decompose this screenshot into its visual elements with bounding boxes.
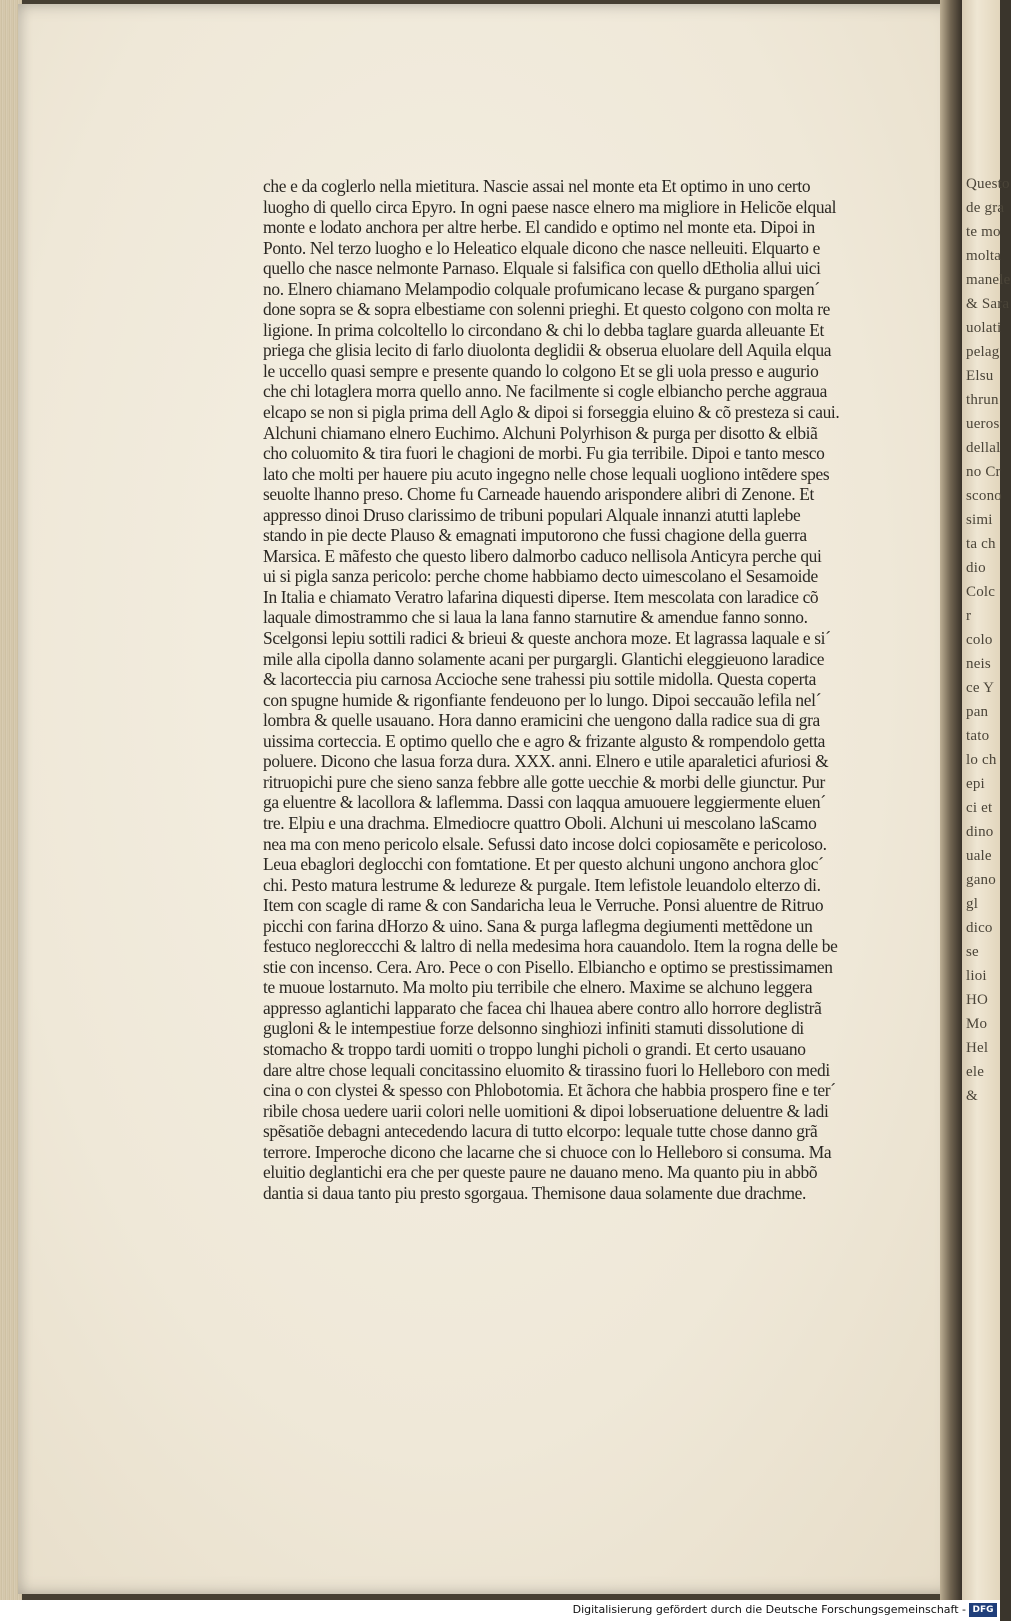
text-line: appresso dinoi Druso clarissimo de tribuni populari Alquale innanzi atutti laplebe xyxy=(263,504,801,525)
text-block xyxy=(263,176,843,1203)
text-line: picchi con farina dHorzo & uino. Sana & purga laflegma degiumenti mettẽdone un xyxy=(263,915,813,936)
text-line: laquale dimostrammo che si laua la lana fanno starnutire & amendue fanno sonno. xyxy=(263,607,808,628)
next-page-fragment: pan xyxy=(966,704,989,720)
next-page-fragment: Elsu xyxy=(966,368,994,384)
text-line: ga eluentre & lacollora & laflemma. Dassi con laqqua amuouere leggiermente eluen´ xyxy=(263,792,826,813)
text-line: ui si pigla sanza pericolo: perche chome habbiamo decto uimescolano el Sesamoide xyxy=(263,566,818,587)
text-line: Leua ebaglori deglocchi con fomtatione. Et per questo alchuni ungono anchora gloc´ xyxy=(263,854,824,875)
next-page-fragment: te mo xyxy=(966,224,1001,240)
next-page-fragment: Colc xyxy=(966,584,996,600)
next-page-fragment: Questo xyxy=(966,176,1010,192)
text-line: done sopra se & sopra elbestiame con solenni prieghi. Et questo colgono con molta re xyxy=(263,299,831,320)
text-line: Item con scagle di rame & con Sandaricha leua le Verruche. Ponsi aluentre de Ritruo xyxy=(263,895,824,916)
text-line: Alchuni chiamano elnero Euchimo. Alchuni Polyrhison & purga per disotto & elbiã xyxy=(263,422,818,443)
text-line: Ponto. Nel terzo luogho e lo Heleatico elquale dicono che nasce nelleuiti. Elquarto e xyxy=(263,237,820,258)
text-line: terrore. Imperoche dicono che lacarne che si chuoce con lo Helleboro si consuma. Ma xyxy=(263,1141,832,1162)
text-line: In Italia e chiamato Veratro lafarina diquesti diperse. Item mescolata con laradice cõ xyxy=(263,586,819,607)
next-page-fragment: colo xyxy=(966,632,993,648)
text-line: dantia si daua tanto piu presto sgorgaua. Themisone daua solamente due drachme. xyxy=(263,1182,807,1203)
next-page-fragment: gano xyxy=(966,872,996,888)
next-page-fragment: ele xyxy=(966,1064,985,1080)
text-line: eluitio deglantichi era che per queste paure ne dauano meno. Ma quanto piu in abbõ xyxy=(263,1162,818,1183)
next-page-edge xyxy=(962,0,1011,1600)
text-line: tre. Elpiu e una drachma. Elmediocre quattro Oboli. Alchuni ui mescolano laScamo xyxy=(263,812,817,833)
next-page-fragment: & xyxy=(966,1088,978,1104)
text-line: & lacorteccia piu carnosa Accioche sene trahessi piu sottile midolla. Questa coperta xyxy=(263,669,816,690)
text-line: festuco negloreccchi & laltro di nella medesima hora cauandolo. Item la rogna delle be xyxy=(263,936,838,957)
dfg-logo: DFG xyxy=(969,1603,997,1617)
text-line: seuolte lhanno preso. Chome fu Carneade hauendo arispondere alibri di Zenone. Et xyxy=(263,484,815,505)
text-line: uissima corteccia. E optimo quello che e agro & frizante algusto & rompendolo getta xyxy=(263,730,826,751)
gutter xyxy=(940,0,964,1600)
text-line: elcapo se non si pigla prima dell Aglo & dipoi si forseggia eluino & cõ presteza si caui. xyxy=(263,402,840,423)
next-page-fragment: & Sara xyxy=(966,296,1010,312)
text-line: ligione. In prima colcoltello lo circondano & chi lo debba taglare guarda alleuante Et xyxy=(263,319,824,340)
text-line: che chi lotaglera morra quello anno. Ne facilmente si cogle elbiancho perche aggraua xyxy=(263,381,828,402)
text-line: stomacho & troppo tardi uomiti o troppo lunghi picholi o grandi. Et certo usauano xyxy=(263,1038,806,1059)
next-page-fragment: epi xyxy=(966,776,985,792)
next-page-fragment: se xyxy=(966,944,979,960)
next-page-fragment: ce Y xyxy=(966,680,995,696)
text-line: Scelgonsi lepiu sottili radici & brieui & queste anchora moze. Et lagrassa laquale e si´ xyxy=(263,628,831,649)
text-line: con spugne humide & rigonfiante fendeuono per lo lungo. Dipoi seccauão lefila nel´ xyxy=(263,689,822,710)
next-page-fragment: ci et xyxy=(966,800,993,816)
text-line: lato che molti per hauere piu acuto ingegno nelle chose lequali uogliono intẽdere spes xyxy=(263,463,830,484)
text-line: no. Elnero chiamano Melampodio colquale profumicano lecase & purgano spargen´ xyxy=(263,278,820,299)
text-line: priega che glisia lecito di farlo diuolonta deglidii & obserua eluolare dell Aquila elqua xyxy=(263,340,832,361)
text-line: ritruopichi pure che sieno sanza febbre alle gotte uecchie & morbi delle giunctur. Pur xyxy=(263,771,825,792)
next-page-fragment: gl xyxy=(966,896,979,912)
text-line: spẽsatiõe debagni antecedendo lacura di tutto elcorpo: lequale tutte chose danno grã xyxy=(263,1121,818,1142)
next-page-fragment: de gra xyxy=(966,200,1005,216)
next-page-fragment: Hel xyxy=(966,1040,989,1056)
text-line: che e da coglerlo nella mietitura. Nascie assai nel monte eta Et optimo in uno certo xyxy=(263,176,811,196)
text-line: te muoue lostarnuto. Ma molto piu terribile che elnero. Maxime se alchuno leggera xyxy=(263,977,813,998)
text-line: cho coluomito & tira fuori le chagioni de morbi. Fu gia terribile. Dipoi e tanto mesco xyxy=(263,443,825,464)
next-page-fragment: molta xyxy=(966,248,1002,264)
text-line: mile alla cipolla danno solamente acani per purgargli. Glantichi eleggieuono laradice xyxy=(263,648,825,669)
next-page-fragment: lioi xyxy=(966,968,987,984)
next-page-fragment: ta ch xyxy=(966,536,996,552)
footer-credit: Digitalisierung gefördert durch die Deutsche Forschungsgemeinschaft - xyxy=(572,1603,966,1616)
next-page-fragment: dellal xyxy=(966,440,1001,456)
next-page-fragment: neis xyxy=(966,656,991,672)
text-line: monte e lodato anchora per altre herbe. El candido e optimo nel monte eta. Dipoi in xyxy=(263,217,815,238)
next-page-fragment: uale xyxy=(966,848,992,864)
text-line: gugloni & le intempestiue forze delsonno singhiozi infiniti stamuti dissolutione di xyxy=(263,1018,804,1039)
next-page-fragment: HO xyxy=(966,992,989,1008)
next-page-fragment: simi xyxy=(966,512,993,528)
text-line: stie con incenso. Cera. Aro. Pece o con Pisello. Elbiancho e optimo se prestissimamen xyxy=(263,956,833,977)
text-line: ribile chosa uedere uarii colori nelle uomitioni & dipoi lobseruatione deluentre & ladi xyxy=(263,1100,829,1121)
next-page-fragment: lo ch xyxy=(966,752,997,768)
text-line: appresso aglantichi lapparato che facea chi lhauea abere contro allo horrore deglistrã xyxy=(263,997,822,1018)
next-page-fragment: pelag xyxy=(966,344,1000,360)
text-line: stando in pie decte Plauso & emagnati imputorono che fussi chagione della guerra xyxy=(263,525,807,546)
book-page xyxy=(18,4,962,1594)
text-line: cina o con clystei & spesso con Phlobotomia. Et ãchora che habbia prospero fine e ter´ xyxy=(263,1080,836,1101)
next-page-fragment: ueros xyxy=(966,416,1000,432)
text-line: lombra & quelle usauano. Hora danno eramicini che uengono dalla radice sua di gra xyxy=(263,710,820,731)
next-page-fragment: tato xyxy=(966,728,990,744)
text-line: luogho di quello circa Epyro. In ogni paese nasce elnero ma migliore in Helicõe elqual xyxy=(263,196,837,217)
digitization-footer xyxy=(0,1600,1000,1621)
text-line: dare altre chose lequali concitassino eluomito & tirassino fuori lo Helleboro con medi xyxy=(263,1059,830,1080)
next-page-fragment: dico xyxy=(966,920,993,936)
next-page-fragment: manele xyxy=(966,272,1011,288)
next-page-fragment: thrun xyxy=(966,392,999,408)
next-page-fragment: dio xyxy=(966,560,986,576)
next-page-fragment: no Cr xyxy=(966,464,1001,480)
next-page-fragment: scono xyxy=(966,488,1002,504)
text-line: chi. Pesto matura lestrume & ledureze & purgale. Item lefistole leuandolo elterzo di. xyxy=(263,874,821,895)
text-line: Marsica. E mãfesto che questo libero dalmorbo caduco nellisola Anticyra perche qui xyxy=(263,545,822,566)
text-line: le uccello quasi sempre e presente quando lo colgono Et se gli uola presso e augurio xyxy=(263,360,819,381)
next-page-fragment: uolati xyxy=(966,320,1002,336)
text-line: nea ma con meno pericolo elsale. Sefussi dato incose dolci copiosamẽte e pericoloso. xyxy=(263,833,827,854)
text-line: quello che nasce nelmonte Parnaso. Elquale si falsifica con quello dEtholia allui uici xyxy=(263,258,821,279)
text-line: poluere. Dicono che lasua forza dura. XXX. anni. Elnero e utile aparaletici afuriosi & xyxy=(263,751,829,772)
next-page-fragment: r xyxy=(966,608,972,624)
next-page-fragment: Mo xyxy=(966,1016,988,1032)
next-page-fragment: dino xyxy=(966,824,994,840)
